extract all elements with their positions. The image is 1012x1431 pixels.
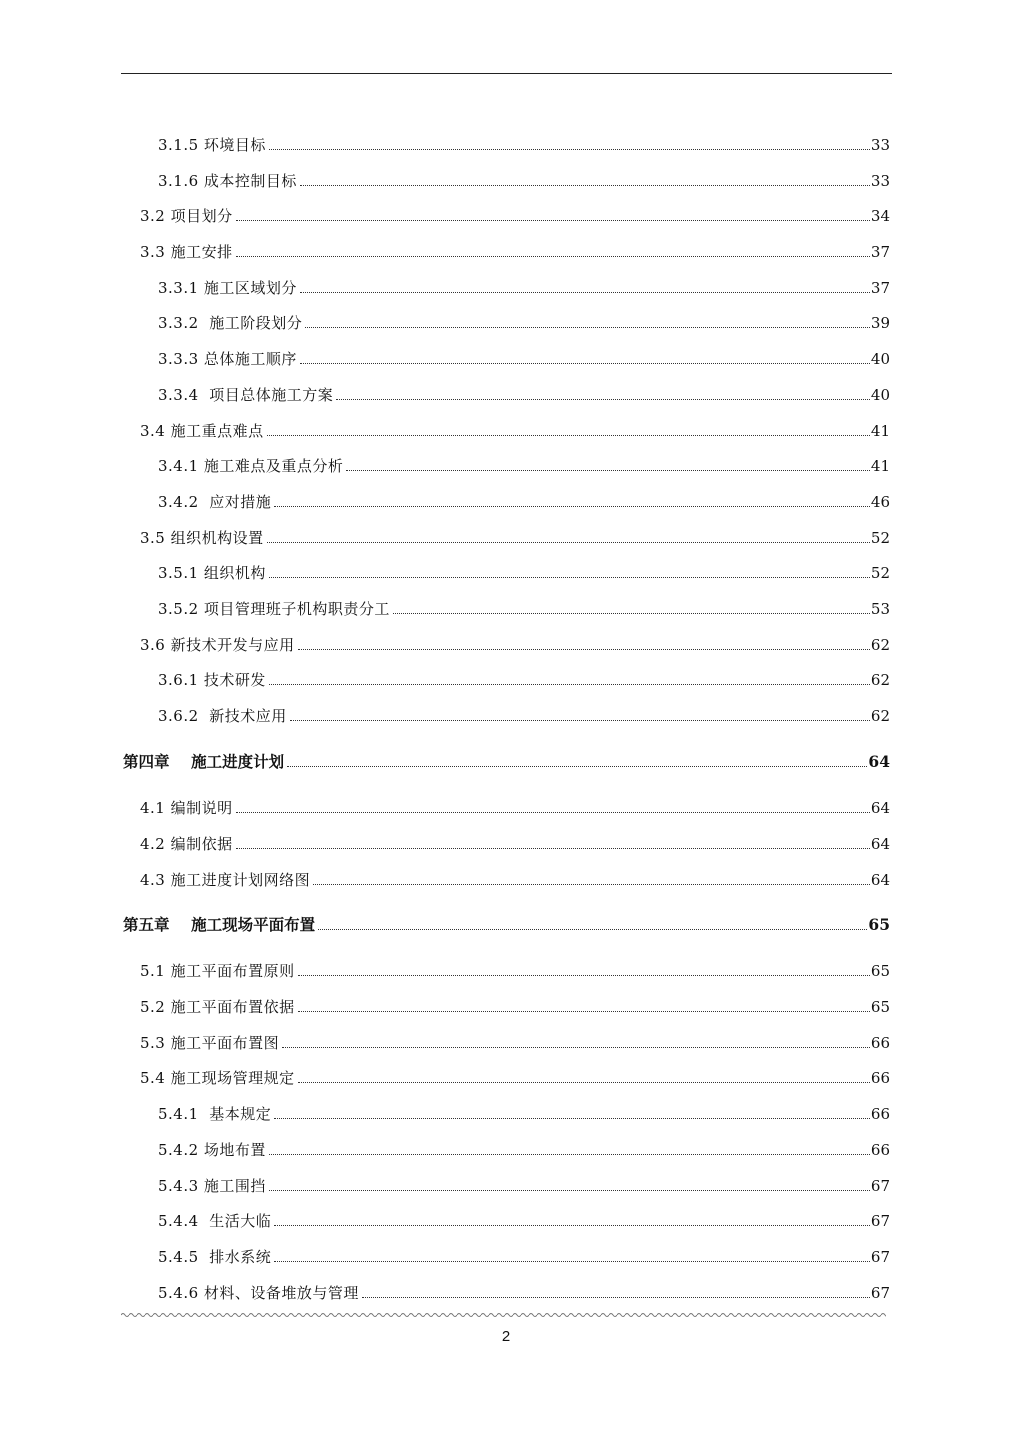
toc-entry[interactable] (140, 420, 890, 442)
toc-entry[interactable] (140, 833, 890, 855)
toc-entry-label: 3.6.1 技术研发 (158, 671, 266, 689)
toc-chapter-entry[interactable] (123, 914, 890, 936)
toc-entry[interactable] (140, 996, 890, 1018)
toc-entry-label: 3.4.2 应对措施 (158, 493, 272, 511)
toc-entry-page: 65 (870, 962, 890, 980)
toc-dot-leader (336, 399, 870, 400)
toc-dot-leader (362, 1297, 870, 1298)
toc-entry-label: 5.4.4 生活大临 (158, 1212, 272, 1230)
toc-entry[interactable] (140, 960, 890, 982)
toc-entry-label: 5.4.6 材料、设备堆放与管理 (158, 1284, 359, 1302)
toc-dot-leader (300, 185, 870, 186)
toc-entry[interactable] (140, 527, 890, 549)
toc-entry-label: 5.3 施工平面布置图 (140, 1034, 280, 1052)
toc-entry-label: 5.4.5 排水系统 (158, 1248, 272, 1266)
toc-entry-page: 66 (870, 1034, 890, 1052)
toc-dot-leader (269, 149, 870, 150)
toc-entry-page: 46 (870, 493, 890, 511)
toc-entry[interactable] (158, 455, 890, 477)
toc-dot-leader (269, 1154, 870, 1155)
toc-entry-page: 67 (870, 1248, 890, 1266)
toc-entry-label: 3.1.5 环境目标 (158, 136, 266, 154)
toc-entry-label: 3.4 施工重点难点 (140, 422, 264, 440)
toc-entry-label: 3.5.2 项目管理班子机构职责分工 (158, 600, 390, 618)
toc-entry-label: 3.6.2 新技术应用 (158, 707, 287, 725)
toc-entry[interactable] (158, 1103, 890, 1125)
toc-entry-label: 3.5 组织机构设置 (140, 529, 264, 547)
toc-entry[interactable] (158, 277, 890, 299)
toc-dot-leader (269, 1190, 870, 1191)
header-rule (121, 73, 892, 74)
toc-entry[interactable] (140, 1067, 890, 1089)
toc-entry-page: 64 (868, 752, 890, 771)
toc-dot-leader (300, 363, 870, 364)
toc-entry-label: 第四章 施工进度计划 (123, 752, 285, 771)
toc-entry-label: 第五章 施工现场平面布置 (123, 915, 316, 934)
toc-entry-label: 3.4.1 施工难点及重点分析 (158, 457, 344, 475)
toc-entry-page: 67 (870, 1284, 890, 1302)
toc-entry-page: 64 (870, 871, 890, 889)
toc-entry-page: 64 (870, 799, 890, 817)
toc-entry[interactable] (140, 869, 890, 891)
toc-entry-label: 3.5.1 组织机构 (158, 564, 266, 582)
toc-entry-page: 65 (870, 998, 890, 1016)
toc-entry-page: 33 (870, 172, 890, 190)
toc-entry[interactable] (140, 241, 890, 263)
toc-entry-page: 66 (870, 1105, 890, 1123)
toc-entry[interactable] (158, 1282, 890, 1304)
toc-entry-page: 66 (870, 1141, 890, 1159)
toc-entry-page: 52 (870, 564, 890, 582)
toc-entry-page: 62 (870, 707, 890, 725)
toc-entry-label: 4.1 编制说明 (140, 799, 233, 817)
toc-entry-page: 64 (870, 835, 890, 853)
toc-entry-page: 39 (870, 314, 890, 332)
toc-entry-label: 5.4.1 基本规定 (158, 1105, 272, 1123)
toc-entry[interactable] (158, 312, 890, 334)
toc-dot-leader (298, 1011, 870, 1012)
toc-dot-leader (346, 470, 869, 471)
toc-entry[interactable] (140, 797, 890, 819)
toc-dot-leader (313, 884, 870, 885)
toc-dot-leader (298, 975, 870, 976)
toc-entry-page: 62 (870, 636, 890, 654)
toc-entry-label: 3.3.3 总体施工顺序 (158, 350, 297, 368)
toc-dot-leader (267, 435, 870, 436)
toc-dot-leader (274, 1261, 870, 1262)
toc-entry[interactable] (158, 1175, 890, 1197)
toc-entry-label: 3.1.6 成本控制目标 (158, 172, 297, 190)
toc-entry-label: 3.2 项目划分 (140, 207, 233, 225)
toc-entry[interactable] (140, 1032, 890, 1054)
toc-entry-label: 3.6 新技术开发与应用 (140, 636, 295, 654)
toc-dot-leader (290, 720, 870, 721)
toc-entry-label: 4.2 编制依据 (140, 835, 233, 853)
toc-dot-leader (300, 292, 870, 293)
toc-entry-label: 3.3.2 施工阶段划分 (158, 314, 303, 332)
toc-entry[interactable] (158, 1210, 890, 1232)
toc-entry[interactable] (158, 134, 890, 156)
toc-entry[interactable] (158, 491, 890, 513)
toc-dot-leader (236, 256, 870, 257)
toc-entry[interactable] (158, 705, 890, 727)
toc-entry[interactable] (158, 562, 890, 584)
toc-dot-leader (236, 812, 870, 813)
toc-entry-page: 40 (870, 386, 890, 404)
toc-entry-page: 62 (870, 671, 890, 689)
toc-entry-label: 4.3 施工进度计划网络图 (140, 871, 311, 889)
toc-dot-leader (298, 649, 870, 650)
toc-dot-leader (298, 1082, 870, 1083)
toc-entry-page: 66 (870, 1069, 890, 1087)
toc-entry-label: 3.3 施工安排 (140, 243, 233, 261)
toc-entry-page: 67 (870, 1177, 890, 1195)
toc-dot-leader (287, 766, 867, 767)
toc-entry-page: 34 (870, 207, 890, 225)
footer-wavy-rule (121, 1311, 886, 1319)
toc-dot-leader (274, 506, 870, 507)
page-number: 2 (501, 1328, 511, 1345)
toc-entry[interactable] (158, 384, 890, 406)
toc-entry-label: 5.4.3 施工围挡 (158, 1177, 266, 1195)
toc-entry-label: 5.4 施工现场管理规定 (140, 1069, 295, 1087)
toc-entry-page: 53 (870, 600, 890, 618)
toc-entry-label: 5.4.2 场地布置 (158, 1141, 266, 1159)
toc-dot-leader (318, 929, 867, 930)
toc-dot-leader (267, 542, 870, 543)
toc-entry-label: 5.2 施工平面布置依据 (140, 998, 295, 1016)
toc-entry[interactable] (140, 634, 890, 656)
toc-dot-leader (236, 848, 870, 849)
toc-entry-page: 37 (870, 279, 890, 297)
toc-entry[interactable] (140, 205, 890, 227)
toc-entry[interactable] (158, 1246, 890, 1268)
toc-entry-label: 3.3.1 施工区域划分 (158, 279, 297, 297)
toc-entry[interactable] (158, 1139, 890, 1161)
toc-entry-page: 33 (870, 136, 890, 154)
toc-entry[interactable] (158, 669, 890, 691)
toc-entry-page: 41 (870, 422, 890, 440)
toc-dot-leader (269, 577, 870, 578)
toc-entry-label: 3.3.4 项目总体施工方案 (158, 386, 334, 404)
toc-dot-leader (305, 327, 870, 328)
toc-entry[interactable] (158, 348, 890, 370)
toc-entry-label: 5.1 施工平面布置原则 (140, 962, 295, 980)
toc-entry-page: 52 (870, 529, 890, 547)
toc-dot-leader (274, 1118, 870, 1119)
toc-dot-leader (282, 1047, 870, 1048)
toc-dot-leader (393, 613, 870, 614)
toc-chapter-entry[interactable] (123, 751, 890, 773)
toc-dot-leader (269, 684, 870, 685)
toc-entry[interactable] (158, 598, 890, 620)
toc-entry-page: 37 (870, 243, 890, 261)
toc-entry-page: 40 (870, 350, 890, 368)
toc-entry-page: 67 (870, 1212, 890, 1230)
toc-entry-page: 41 (870, 457, 890, 475)
toc-entry[interactable] (158, 170, 890, 192)
toc-dot-leader (274, 1225, 870, 1226)
toc-dot-leader (236, 220, 870, 221)
toc-entry-page: 65 (868, 915, 890, 934)
